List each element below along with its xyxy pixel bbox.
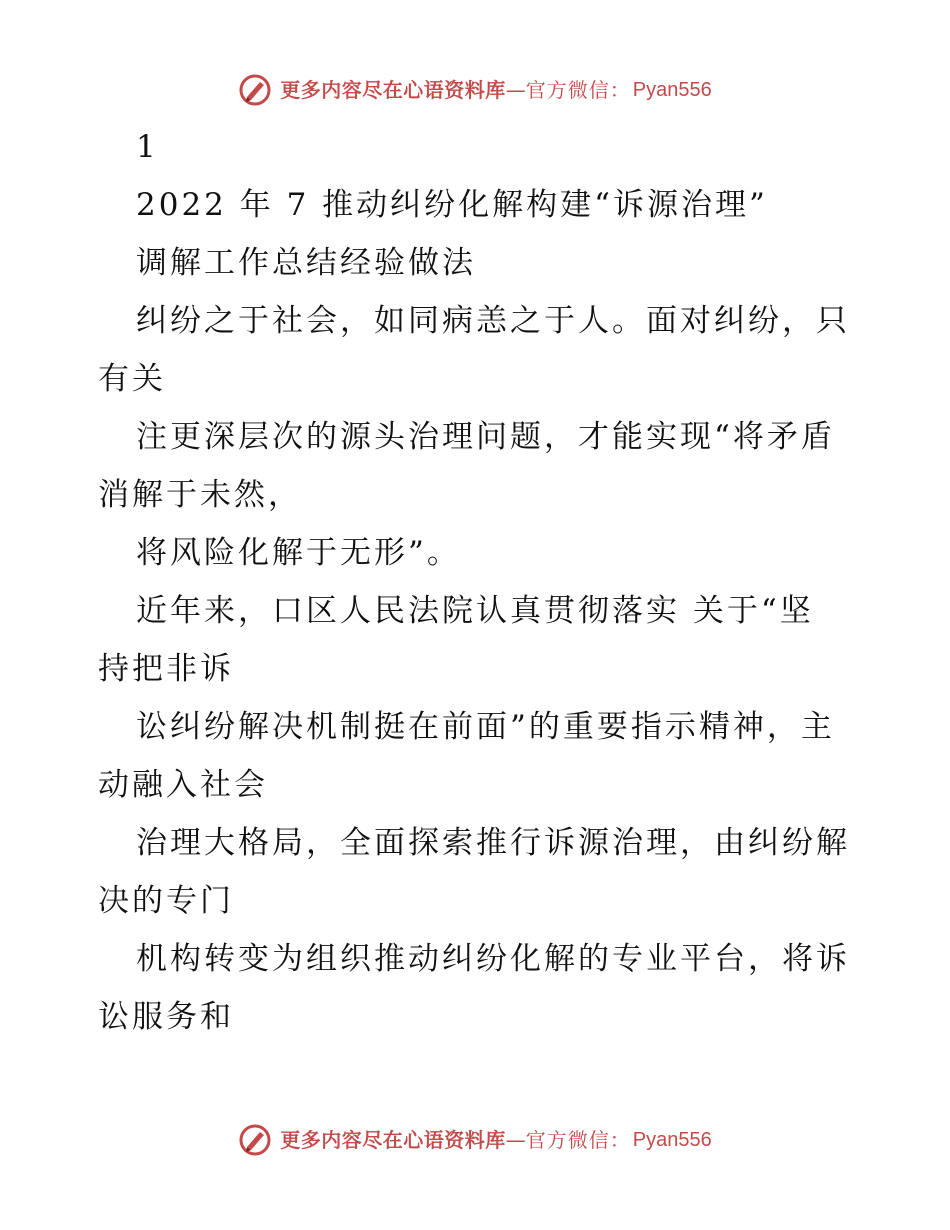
text-line: 机构转变为组织推动纠纷化解的专业平台，将诉 — [136, 941, 850, 977]
text-line: 治理大格局，全面探索推行诉源治理，由纠纷解 — [136, 825, 850, 861]
text-line: 消解于未然， — [98, 477, 302, 513]
watermark-dash: — — [505, 1128, 526, 1152]
watermark-brand: 更多内容尽在心语资料库 — [280, 78, 506, 102]
text-line: 将风险化解于无形”。 — [136, 535, 461, 571]
watermark-text — [280, 1130, 711, 1150]
text-line: 持把非诉 — [98, 651, 234, 687]
watermark-official: 官方微信： — [525, 1128, 631, 1152]
watermark-official: 官方微信： — [525, 78, 631, 102]
text-line: 讼纠纷解决机制挺在前面”的重要指示精神，主 — [136, 709, 835, 745]
watermark-header — [0, 70, 950, 110]
text-line: 近年来，口区人民法院认真贯彻落实 关于“坚 — [136, 593, 814, 629]
text-line: 纠纷之于社会，如同病恙之于人。面对纠纷，只 — [136, 303, 850, 339]
watermark-dash: — — [505, 78, 526, 102]
text-line: 1 — [136, 129, 159, 165]
watermark-footer — [0, 1120, 950, 1160]
text-line: 动融入社会 — [98, 767, 268, 803]
watermark-text — [280, 80, 711, 100]
text-line: 调解工作总结经验做法 — [136, 245, 476, 281]
watermark-wechat-id: Pyan556 — [632, 1129, 712, 1151]
text-line: 讼服务和 — [98, 999, 234, 1035]
text-line: 有关 — [98, 361, 166, 397]
pen-logo-icon — [238, 73, 272, 107]
pen-logo-icon — [238, 1123, 272, 1157]
text-line: 决的专门 — [98, 883, 234, 919]
document-body — [98, 118, 858, 1046]
watermark-wechat-id: Pyan556 — [632, 79, 712, 101]
text-line: 注更深层次的源头治理问题，才能实现“将矛盾 — [136, 419, 835, 455]
text-line: 2022 年 7 推动纠纷化解构建“诉源治理” — [136, 187, 768, 223]
watermark-brand: 更多内容尽在心语资料库 — [280, 1128, 506, 1152]
